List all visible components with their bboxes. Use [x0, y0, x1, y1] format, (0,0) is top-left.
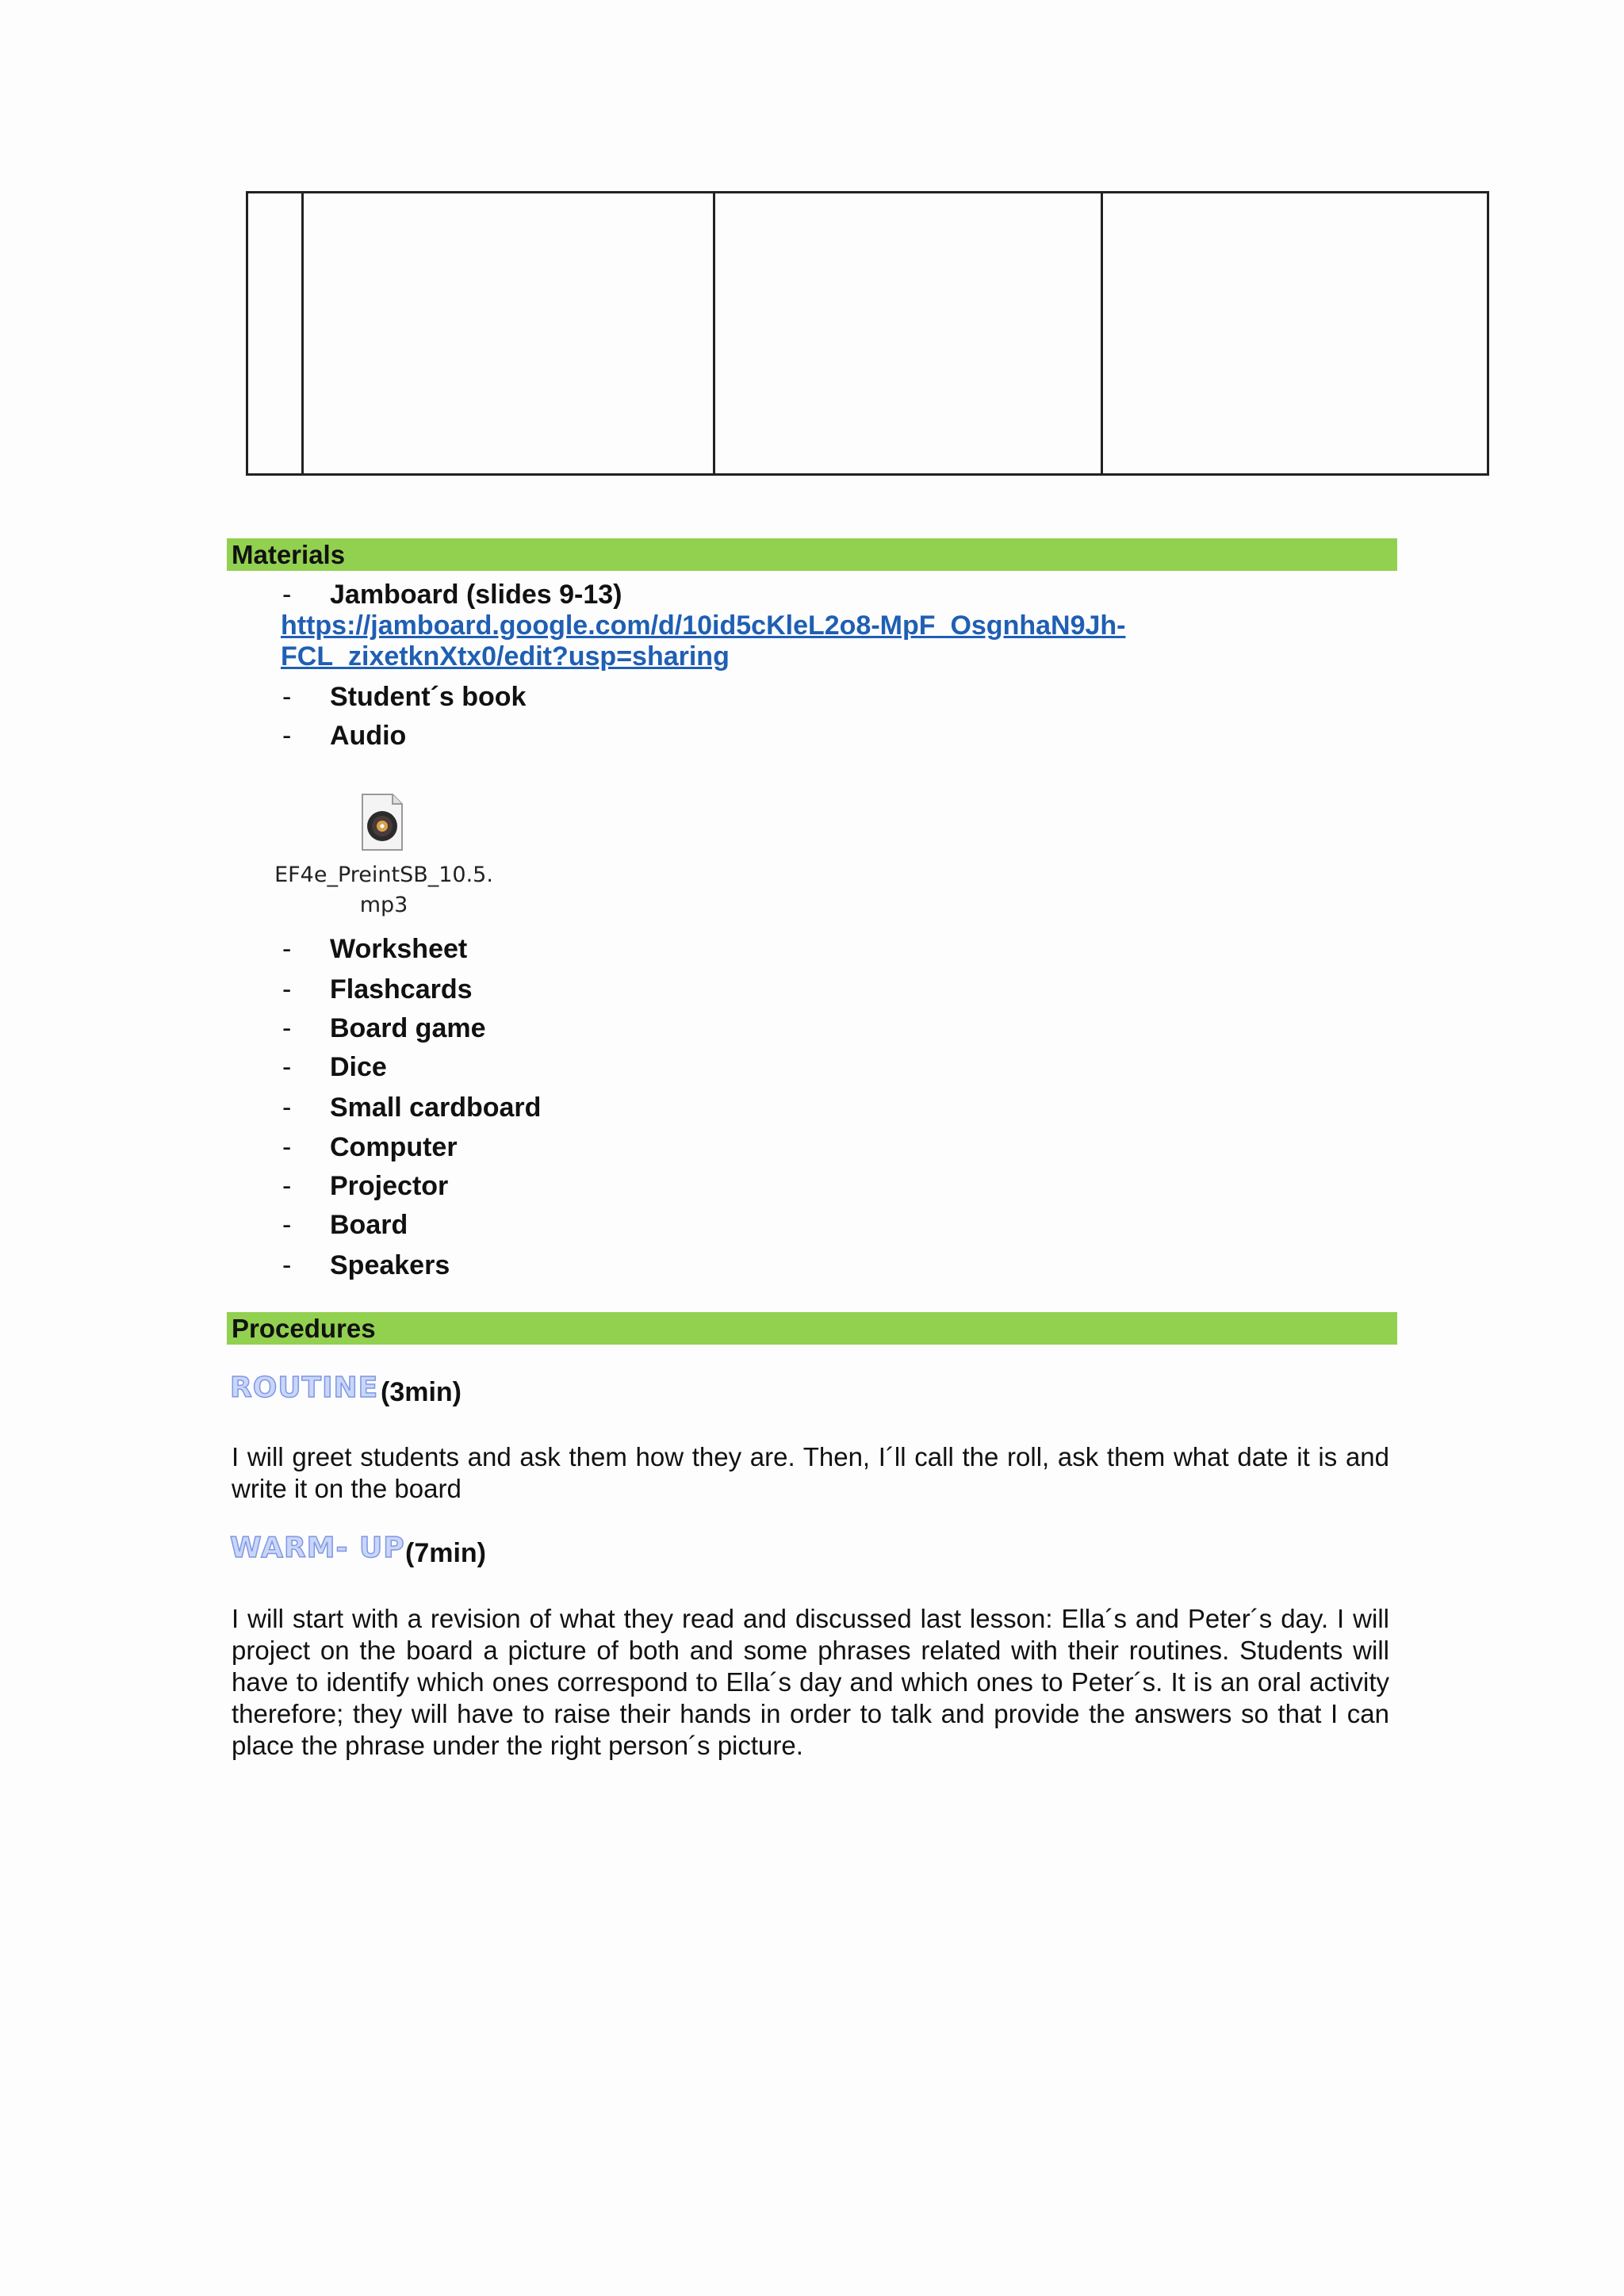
jamboard-link[interactable]: https://jamboard.google.com/d/10id5cKleL2o8-MpF_OsgnhaN9Jh-	[281, 610, 1126, 641]
list-bullet: -	[282, 1052, 292, 1082]
audio-file-extension: mp3	[359, 893, 408, 917]
list-item	[282, 720, 406, 752]
procedures-heading: Procedures	[227, 1312, 1397, 1345]
list-bullet: -	[282, 682, 292, 712]
list-item	[282, 974, 473, 1005]
table-cell	[304, 193, 715, 473]
list-item-label: Worksheet	[330, 934, 468, 964]
warmup-heading: WARM- UP	[230, 1532, 405, 1564]
routine-description: I will greet students and ask them how they are. Then, I´ll call the roll, ask them what date it is and write it on the board	[232, 1442, 1389, 1503]
list-item-label: Flashcards	[330, 974, 473, 1004]
list-item	[282, 1249, 450, 1281]
list-bullet: -	[282, 1093, 292, 1123]
list-bullet: -	[282, 1250, 292, 1280]
jamboard-link-continued[interactable]: FCL_zixetknXtx0/edit?usp=sharing	[281, 641, 730, 672]
table-cell	[248, 193, 304, 473]
list-item	[282, 681, 526, 713]
list-item	[282, 933, 467, 965]
list-bullet: -	[282, 1132, 292, 1162]
warmup-duration: (7min)	[405, 1538, 486, 1568]
routine-heading: ROUTINE	[230, 1372, 379, 1404]
routine-duration: (3min)	[381, 1377, 462, 1407]
list-item-label: Projector	[330, 1171, 449, 1201]
list-bullet: -	[282, 721, 292, 751]
materials-heading: Materials	[227, 538, 1397, 571]
list-item	[282, 1131, 458, 1163]
list-item	[282, 1092, 541, 1123]
list-item-label: Speakers	[330, 1250, 450, 1280]
list-item	[282, 1012, 486, 1044]
list-bullet: -	[282, 1171, 292, 1201]
list-item-label: Small cardboard	[330, 1093, 542, 1123]
list-bullet: -	[282, 1210, 292, 1240]
list-item-label: Audio	[330, 721, 407, 751]
list-item-label: Dice	[330, 1052, 387, 1082]
list-item-label: Board game	[330, 1013, 486, 1043]
empty-table	[246, 191, 1489, 476]
table-cell	[715, 193, 1103, 473]
table-cell	[1103, 193, 1487, 473]
audio-file-caption[interactable]	[273, 860, 495, 920]
jamboard-label: Jamboard (slides 9-13)	[330, 580, 622, 610]
audio-file-name: EF4e_PreintSB_10.5.	[274, 863, 493, 887]
list-item-label: Computer	[330, 1132, 458, 1162]
audio-file-icon[interactable]	[361, 793, 404, 851]
list-item-label: Board	[330, 1210, 408, 1240]
warmup-description: I will start with a revision of what they read and discussed last lesson: Ella´s and Peter´s day. I will project on the board a picture of both and some phrases related with their routines. Students will have to identify which ones correspond to Ella´s day and which ones to Peter´s. It is an oral activity therefore; they will have to raise their hands in order to talk and provide the answers so that I can place the phrase under the right person´s picture.	[232, 1604, 1389, 1760]
list-bullet: -	[282, 580, 292, 610]
list-item-label: Student´s book	[330, 682, 527, 712]
list-bullet: -	[282, 1013, 292, 1043]
list-bullet: -	[282, 934, 292, 964]
list-item	[282, 1170, 448, 1202]
list-bullet: -	[282, 974, 292, 1004]
list-item	[282, 1209, 408, 1241]
list-item	[282, 1051, 387, 1083]
list-item	[282, 579, 622, 610]
